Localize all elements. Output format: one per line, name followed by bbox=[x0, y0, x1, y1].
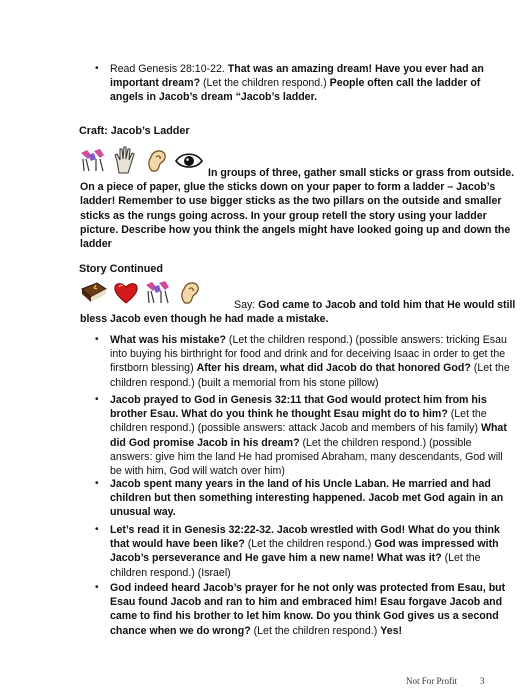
bullet-text: (Let the children respond.) (possible answers: attack Jacob and members of his family) bbox=[110, 408, 487, 435]
bullet-bold-text: Let’s read it in Genesis 32:22-32. Jacob wrestled with God! What do you think that would have been like? bbox=[110, 524, 500, 551]
bullet-bold-text: God indeed heard Jacob’s prayer for he not only was protected from Esau, but Esau found Jacob and ran to him and embraced him! Esau forgave Jacob and came to find his brother to let him know. Do you think God gives us a second chance when we do wrong? bbox=[110, 582, 506, 637]
bullet-marker: • bbox=[95, 334, 99, 345]
bullet-text: (Let the children respond.) (Israel) bbox=[110, 552, 481, 579]
craft-heading: Craft: Jacob’s Ladder bbox=[79, 125, 190, 137]
bullet-text: (Let the children respond.) bbox=[250, 624, 381, 637]
bullet-bold-text: God was impressed with Jacob’s perseverance and He gave him a new name! What was it? bbox=[110, 538, 499, 565]
intro-text-2: (Let the children respond.) bbox=[200, 77, 330, 90]
list-item bbox=[110, 333, 514, 390]
bullet-marker: • bbox=[95, 394, 99, 405]
bullet-marker: • bbox=[95, 524, 99, 535]
page-number: 3 bbox=[480, 676, 485, 686]
bullet-marker: • bbox=[95, 478, 99, 489]
intro-bold: That was an amazing dream! Have you ever had an important dream? bbox=[110, 63, 484, 90]
craft-text: In groups of three, gather small sticks or grass from outside. On a piece of paper, glue the sticks down on your paper to form a ladder – Jacob’s ladder! Remember to use bigger sticks as the two pillars on the outside and smaller sticks as the rungs going across. In your group retell the story using your ladder picture. Describe how you think the angels might have looked going up and down the ladder bbox=[80, 167, 515, 251]
story-heading: Story Continued bbox=[79, 263, 163, 275]
say-text: God came to Jacob and told him that He would still bless Jacob even though he had made a mistake. bbox=[80, 299, 516, 326]
bullet-bold-text: Yes! bbox=[380, 624, 403, 637]
bullet-bold-text: After his dream, what did Jacob do that honored God? bbox=[196, 362, 471, 375]
bullet-text: (Let the children respond.) (possible answers: give him the land He had promised Abraham, many descendants, God will be with him, God will watch over him) bbox=[110, 436, 503, 478]
bullet-bold-text: Jacob spent many years in the land of his Uncle Laban. He married and had children but then something interesting happened. Jacob met God again in an unusual way. bbox=[110, 478, 504, 519]
list-item bbox=[110, 393, 514, 478]
bullet-bold-text: What did God promise Jacob in his dream? bbox=[110, 422, 507, 449]
story-say-paragraph bbox=[80, 298, 516, 326]
list-item bbox=[110, 523, 514, 580]
bullet-marker: • bbox=[95, 582, 99, 593]
footer-text: Not For Profit bbox=[406, 676, 458, 686]
say-label: Say: bbox=[234, 299, 259, 311]
bullet-text: (Let the children respond.) (possible answers: tricking Esau into buying his birthright for food and drink and for deceiving Isaac in order to get the firstborn blessing) bbox=[110, 334, 507, 375]
bullet-bold-text: What was his mistake? bbox=[110, 334, 226, 346]
list-item bbox=[110, 477, 514, 520]
intro-text: Read Genesis 28:10-22. bbox=[110, 63, 228, 75]
bullet-marker: • bbox=[95, 63, 99, 74]
list-item bbox=[110, 581, 514, 638]
bullet-text: (Let the children respond.) (built a memorial from his stone pillow) bbox=[110, 362, 510, 389]
bullet-text: (Let the children respond.) bbox=[244, 538, 375, 551]
intro-bold-2: People often call the ladder of angels in Jacob’s dream “Jacob’s ladder. bbox=[110, 77, 481, 104]
craft-paragraph bbox=[80, 166, 516, 251]
bullet-bold-text: Jacob prayed to God in Genesis 32:11 that God would protect him from his brother Esau. What do you think he thought Esau might do to him? bbox=[110, 394, 487, 421]
intro-paragraph bbox=[110, 62, 510, 105]
